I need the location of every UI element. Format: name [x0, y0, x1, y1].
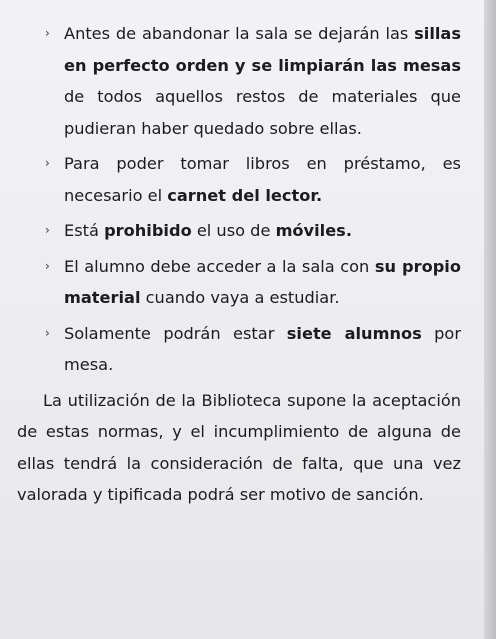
rule-emphasis: móviles.: [275, 221, 352, 240]
chevron-right-icon: ›: [45, 26, 50, 40]
rule-item: [17, 215, 461, 247]
rule-text: Solamente podrán estar: [64, 323, 287, 343]
rule-text: cuando vaya a estudiar.: [140, 288, 340, 307]
rule-text: por mesa.: [64, 323, 461, 374]
rule-text: el uso de: [191, 221, 276, 240]
chevron-right-icon: ›: [45, 223, 50, 237]
rule-item: [17, 148, 461, 211]
rule-text: Antes de abandonar la sala se dejarán las: [64, 24, 415, 43]
rule-item: [17, 18, 461, 144]
rule-text: Está: [64, 221, 105, 240]
rule-item: [17, 318, 461, 381]
rule-emphasis: prohibido: [104, 221, 192, 240]
closing-paragraph: La utilización de la Biblioteca supone la aceptación de estas normas, y el incumplimiento de alguna de ellas tendrá la consideración de falta, que una vez valorada y tipificada podrá ser motivo de sanción.: [17, 390, 461, 504]
rule-text: Para poder tomar libros en préstamo, es necesario el: [64, 154, 461, 205]
rule-item: [17, 251, 461, 314]
chevron-right-icon: ›: [45, 258, 50, 273]
rule-emphasis: carnet del lector.: [167, 185, 323, 205]
rules-list: [17, 18, 461, 381]
library-rules-notice: [17, 18, 461, 511]
chevron-right-icon: ›: [45, 156, 50, 170]
chevron-right-icon: ›: [45, 325, 50, 340]
rule-emphasis: su propio material: [64, 256, 461, 307]
rule-emphasis: sillas en perfecto orden y se limpiarán las mesas: [64, 24, 461, 75]
rule-text: de todos aquellos restos de materiales que pudieran haber quedado sobre ellas.: [64, 87, 461, 138]
paper-edge: [484, 0, 496, 639]
rule-text: El alumno debe acceder a la sala con: [64, 256, 375, 276]
rule-emphasis: siete alumnos: [286, 323, 422, 343]
